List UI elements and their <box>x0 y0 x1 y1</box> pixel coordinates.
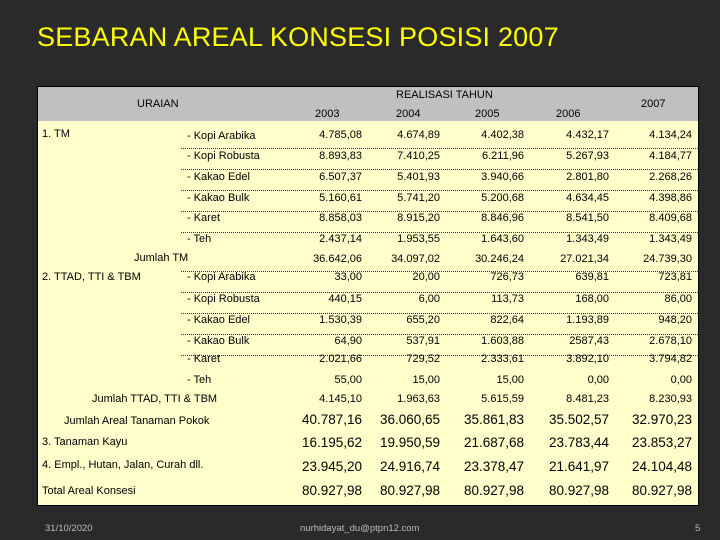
row-divider <box>181 169 698 170</box>
cell-2007: 2.268,26 <box>649 171 692 183</box>
cell-2006: 3.892,10 <box>566 353 609 365</box>
cell-2004: 1.953,55 <box>397 233 440 245</box>
cell-2003: 440,15 <box>328 293 362 305</box>
cell-2006: 21.641,97 <box>548 459 609 474</box>
cell-2007: 86,00 <box>664 293 692 305</box>
cell-2005: 5.200,68 <box>481 192 524 204</box>
cell-2005: 4.402,38 <box>481 129 524 141</box>
cell-2007: 4.184,77 <box>649 150 692 162</box>
cell-2007: 2.678,10 <box>649 335 692 347</box>
item-label: - Kakao Edel <box>187 314 250 326</box>
row-divider <box>181 190 698 191</box>
footer-date: 31/10/2020 <box>45 523 93 534</box>
item-label: - Kopi Arabika <box>187 130 256 142</box>
item-label: - Kopi Arabika <box>187 271 256 283</box>
cell-2004: 5.401,93 <box>397 171 440 183</box>
cell-2003: 33,00 <box>334 271 362 283</box>
cell-2003: 1.530,39 <box>319 314 362 326</box>
cell-2006: 23.783,44 <box>548 435 609 450</box>
page-number: 5 <box>695 523 701 534</box>
cell-2004: 34.097,02 <box>391 253 440 265</box>
cell-2005: 35.861,83 <box>463 412 524 427</box>
cell-2003: 2.021,66 <box>319 353 362 365</box>
section-ttad-label: 2. TTAD, TTI & TBM <box>42 271 141 283</box>
cell-2003: 8.858,03 <box>319 212 362 224</box>
cell-2006: 639,81 <box>575 271 609 283</box>
cell-2006: 2.801,80 <box>566 171 609 183</box>
cell-2004: 8.915,20 <box>397 212 440 224</box>
slide-title: SEBARAN AREAL KONSESI POSISI 2007 <box>37 22 559 52</box>
header-year-2007: 2007 <box>641 98 666 110</box>
cell-2007: 948,20 <box>658 314 692 326</box>
cell-2004: 537,91 <box>406 335 440 347</box>
cell-2003: 4.785,08 <box>319 129 362 141</box>
cell-2003: 8.893,83 <box>319 150 362 162</box>
cell-2005: 21.687,68 <box>463 435 524 450</box>
cell-2004: 655,20 <box>406 314 440 326</box>
header-year-2005: 2005 <box>475 108 500 120</box>
cell-2005: 1.643,60 <box>481 233 524 245</box>
header-realisasi: REALISASI TAHUN <box>396 89 493 101</box>
cell-2003: 5.160,61 <box>319 192 362 204</box>
cell-2005: 6.211,96 <box>481 150 524 162</box>
cell-2003: 23.945,20 <box>301 459 362 474</box>
cell-2004: 80.927,98 <box>379 483 440 498</box>
cell-2007: 4.398,86 <box>649 192 692 204</box>
header-year-2003: 2003 <box>315 108 340 120</box>
cell-2004: 4.674,89 <box>397 129 440 141</box>
cell-2006: 80.927,98 <box>548 483 609 498</box>
cell-2003: 55,00 <box>334 374 362 386</box>
cell-2006: 1.193,89 <box>566 314 609 326</box>
cell-2004: 36.060,65 <box>379 412 440 427</box>
cell-2005: 80.927,98 <box>463 483 524 498</box>
item-label: - Kakao Bulk <box>187 335 250 347</box>
header-year-2004: 2004 <box>396 108 421 120</box>
cell-2004: 1.963,63 <box>397 393 440 405</box>
summary-label: Jumlah Areal Tanaman Pokok <box>64 415 210 427</box>
cell-2005: 726,73 <box>490 271 524 283</box>
cell-2005: 113,73 <box>491 293 524 305</box>
cell-2005: 822,64 <box>490 314 524 326</box>
summary-label: 3. Tanaman Kayu <box>42 436 128 448</box>
cell-2006: 8.481,23 <box>566 393 609 405</box>
item-label: - Karet <box>187 212 221 224</box>
cell-2006: 8.541,50 <box>566 212 609 224</box>
cell-2006: 2587,43 <box>569 335 609 347</box>
cell-2004: 6,00 <box>418 293 440 305</box>
cell-2006: 4.634,45 <box>566 192 609 204</box>
cell-2004: 15,00 <box>412 374 440 386</box>
cell-2004: 19.950,59 <box>379 435 440 450</box>
item-label: - Kopi Robusta <box>187 150 260 162</box>
cell-2005: 3.940,66 <box>481 171 524 183</box>
subtotal-label: Jumlah TM <box>134 252 189 264</box>
cell-2007: 32.970,23 <box>631 412 692 427</box>
section-tm-label: 1. TM <box>42 128 70 140</box>
cell-2007: 24.104,48 <box>631 459 692 474</box>
item-label: - Kakao Bulk <box>187 192 250 204</box>
cell-2003: 6.507,37 <box>319 171 362 183</box>
item-label: - Teh <box>187 374 212 386</box>
cell-2007: 23.853,27 <box>631 435 692 450</box>
table-header <box>38 87 698 121</box>
cell-2007: 24.739,30 <box>643 253 692 265</box>
cell-2003: 40.787,16 <box>301 412 362 427</box>
cell-2007: 3.794,82 <box>649 353 692 365</box>
cell-2003: 16.195,62 <box>301 435 362 450</box>
item-label: - Kopi Robusta <box>187 293 260 305</box>
summary-label: Total Areal Konsesi <box>42 485 136 497</box>
cell-2005: 30.246,24 <box>475 253 524 265</box>
cell-2004: 729,52 <box>406 353 440 365</box>
cell-2004: 20,00 <box>412 271 440 283</box>
row-divider <box>181 148 698 149</box>
cell-2007: 4.134,24 <box>649 129 692 141</box>
header-uraian: URAIAN <box>137 98 179 110</box>
cell-2006: 35.502,57 <box>548 412 609 427</box>
cell-2007: 1.343,49 <box>649 233 692 245</box>
cell-2003: 80.927,98 <box>301 483 362 498</box>
cell-2004: 24.916,74 <box>379 459 440 474</box>
cell-2003: 4.145,10 <box>319 393 362 405</box>
cell-2007: 8.230,93 <box>649 393 692 405</box>
header-year-2006: 2006 <box>556 108 581 120</box>
cell-2003: 2.437,14 <box>319 233 362 245</box>
cell-2004: 7.410,25 <box>397 150 440 162</box>
item-label: - Kakao Edel <box>187 171 250 183</box>
cell-2004: 5.741,20 <box>397 192 440 204</box>
item-label: - Teh <box>187 233 212 245</box>
cell-2006: 168,00 <box>575 293 609 305</box>
cell-2005: 23.378,47 <box>463 459 524 474</box>
cell-2003: 36.642,06 <box>313 253 362 265</box>
subtotal-label: Jumlah TTAD, TTI & TBM <box>92 393 218 405</box>
cell-2005: 5.615,59 <box>481 393 524 405</box>
cell-2006: 4.432,17 <box>566 129 609 141</box>
cell-2007: 80.927,98 <box>631 483 692 498</box>
cell-2003: 64,90 <box>334 335 362 347</box>
cell-2007: 8.409,68 <box>649 212 692 224</box>
cell-2006: 27.021,34 <box>560 253 609 265</box>
item-label: - Karet <box>187 353 221 365</box>
cell-2005: 15,00 <box>496 374 524 386</box>
cell-2006: 1.343,49 <box>566 233 609 245</box>
cell-2007: 723,81 <box>658 271 692 283</box>
data-table <box>37 86 699 506</box>
cell-2006: 5.267,93 <box>566 150 609 162</box>
cell-2006: 0,00 <box>587 374 609 386</box>
cell-2005: 2.333,61 <box>481 353 524 365</box>
cell-2005: 8.846,96 <box>481 212 524 224</box>
summary-label: 4. Empl., Hutan, Jalan, Curah dll. <box>42 459 204 471</box>
cell-2005: 1.603,88 <box>481 335 524 347</box>
cell-2007: 0,00 <box>670 374 692 386</box>
footer-email: nurhidayat_du@ptpn12.com <box>300 523 420 534</box>
